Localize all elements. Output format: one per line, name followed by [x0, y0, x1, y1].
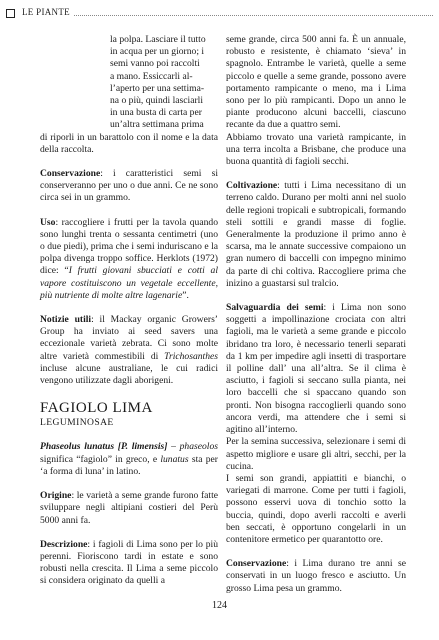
notizie-paragraph: Notizie utili: il Mackay organic Growers’ Group ha inviato ai seed savers una eccezionale varietà zebrata. Ci sono molte altre varietà commestibili di Trichosanthes incluse alcune australiane, le cui radici vengono utilizzate dagli aborigeni.	[40, 314, 218, 387]
intro-tail: di riporli in un barattolo con il nome e la data della raccolta.	[40, 131, 218, 155]
right-column	[226, 34, 406, 595]
right-paragraph-1: seme grande, circa 500 anni fa. È un annuale, robusto e resistente, è chiamato ‘sieva’ in spagnolo. Entrambe le varietà, quelle a seme piccolo e quelle a seme grande, possono avere portamento rampicante o meno, ma i Lima sono per lo più rampicanti. Dopo un anno le piante producono alcuni baccelli, ciascuno recante da due a quattro semi.	[226, 34, 406, 131]
header-dotted-rule	[74, 15, 433, 16]
right-paragraph-2: Abbiamo trovato una varietà rampicante, in una terra incolta a Brisbane, che produce una buona quantità di fagioli secchi.	[226, 131, 406, 168]
salvaguardia-paragraph: Salvaguardia dei semi: i Lima non sono soggetti a impollinazione crociata con altri fagioli, ma le varietà a seme grande e piccolo ibridano tra loro, è necessario tenerli separati da 1 km per impedire agli insetti di trasportare il polline dall’ una all’altra. Se il clima è asciutto, i fagioli si seccano sulla pianta, nei loro baccelli che si spaccano quando son pronti. Non bisogna raccoglierli quando sono ancora verdi, ma attendere che i semi si agitino all’interno.	[226, 302, 406, 436]
conservazione-paragraph: Conservazione: i caratteristici semi si conserveranno per uno o due anni. Ce ne sono circa sei in un grammo.	[40, 168, 218, 204]
section-title: FAGIOLO LIMA	[40, 400, 153, 417]
intro-line: un’altra settimana prima	[110, 119, 204, 131]
conservazione-right-paragraph: Conservazione: i Lima durano tre anni se conservati in un luogo fresco e asciutto. Un grosso Lima pesa un grammo.	[226, 558, 406, 594]
uso-paragraph: Uso: raccogliere i frutti per la tavola quando sono lunghi trenta o sessanta centimetri (uno o due piedi), prima che i semi induriscano e la polpa divenga troppo soffice. Herklots (1972) dice: “I frutti giovani sbucciati e cotti al vapore costituiscono un vegetale eccellente, più nutriente di molte altre lagenarie”.	[40, 216, 218, 301]
page-number: 124	[212, 600, 227, 611]
header-title: LE PIANTE	[22, 7, 70, 17]
running-header	[6, 7, 433, 21]
right-paragraph-4: I semi son grandi, appiattiti e bianchi, o variegati di marrone. Come per tutti i fagioli, possono esservi uova di tonchio sotto la buccia, quindi, dopo averli raccolti e averli ben seccati, è opportuno congelarli in un contenitore ermetico per quarantotto ore.	[226, 472, 406, 545]
left-column	[40, 34, 218, 588]
intro-line: la polpa. Lasciare il tutto	[110, 34, 206, 45]
family-name: LEGUMINOSAE	[40, 417, 114, 429]
right-paragraph-3: Per la semina successiva, selezionare i semi di aspetto migliore e usare gli altri, secchi, per la cucina.	[226, 436, 406, 472]
descrizione-paragraph: Descrizione: i fagioli di Lima sono per lo più perenni. Fioriscono tardi in estate e sono robusti nella crescita. Il Lima a seme piccolo si considera originato da quelli a	[40, 538, 218, 587]
intro-line: in una busta di carta per	[110, 107, 202, 119]
checkbox-square-icon	[6, 9, 15, 18]
intro-wrapped-text	[110, 34, 218, 132]
latin-name-paragraph: Phaseolus lunatus [P. limensis] – phaseolos significa “fagiolo” in greco, e lunatus sta per ‘a forma di luna’ in latino.	[40, 441, 218, 477]
intro-line: in acqua per un giorno; i	[110, 46, 205, 58]
intro-line: semi vanno poi raccolti	[110, 58, 200, 70]
intro-line: a mano. Essiccarli al-	[110, 70, 193, 82]
intro-line: l’aperto per una settima-	[110, 82, 205, 94]
origine-paragraph: Origine: le varietà a seme grande furono fatte sviluppare negli altipiani costieri del Perù 5000 anni fa.	[40, 490, 218, 526]
coltivazione-paragraph: Coltivazione: tutti i Lima necessitano di un terreno caldo. Durano per molti anni nel suolo delle regioni tropicali e subtropicali, formando steli sottili e grandi masse di foglie. Generalmente la produzione il primo anno è scarsa, ma le annate successive compaiono un gran numero di baccelli con impegno minimo da parte di chi coltiva. Raccogliere prima che inizino a guastarsi sul tralcio.	[226, 180, 406, 289]
intro-line: na o più, quindi lasciarli	[110, 95, 203, 107]
